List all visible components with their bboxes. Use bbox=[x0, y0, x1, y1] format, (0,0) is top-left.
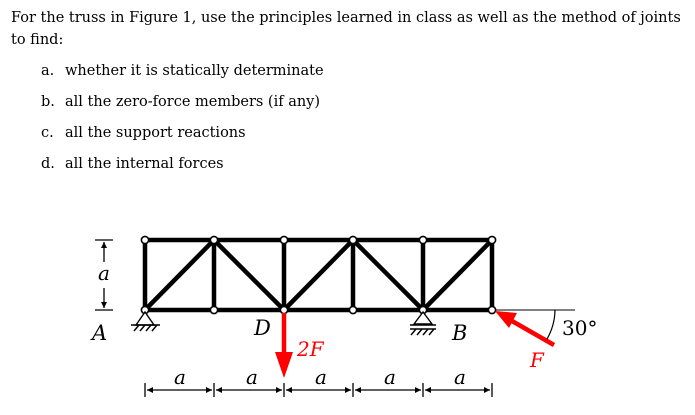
joint bbox=[349, 306, 356, 313]
truss-members bbox=[145, 240, 492, 310]
joint bbox=[141, 236, 148, 243]
support-B-label: B bbox=[452, 321, 468, 345]
diagonal-member bbox=[284, 240, 353, 310]
joint bbox=[280, 306, 287, 313]
item-text: whether it is statically determinate bbox=[65, 63, 324, 79]
diagonal-member bbox=[214, 240, 284, 310]
diagonal-member bbox=[353, 240, 423, 310]
joint bbox=[280, 236, 287, 243]
item-marker: d. bbox=[41, 156, 55, 172]
item-text: all the internal forces bbox=[65, 156, 224, 172]
item-text: all the zero-force members (if any) bbox=[65, 94, 321, 110]
pin-support-A bbox=[131, 312, 160, 331]
spacing-label: a bbox=[384, 365, 396, 389]
joint bbox=[210, 306, 217, 313]
angle-label: 30° bbox=[562, 316, 598, 340]
joint bbox=[210, 236, 217, 243]
joint bbox=[419, 236, 426, 243]
spacing-label: a bbox=[315, 365, 327, 389]
joint bbox=[349, 236, 356, 243]
load-F-arrow bbox=[495, 311, 554, 345]
spacing-label: a bbox=[246, 365, 258, 389]
joint-D-label: D bbox=[254, 316, 271, 340]
item-marker: c. bbox=[41, 125, 54, 141]
joint bbox=[488, 306, 495, 313]
roller-support-B bbox=[410, 312, 436, 335]
angle-arc bbox=[547, 310, 555, 339]
load-2F-arrow bbox=[275, 313, 293, 378]
load-2F-label: 2F bbox=[297, 337, 324, 361]
spacing-label: a bbox=[174, 365, 186, 389]
problem-intro: For the truss in Figure 1, use the principles learned in class as well as the method of joints to find: bbox=[11, 10, 681, 48]
height-label: a bbox=[98, 261, 110, 285]
item-marker: b. bbox=[41, 94, 55, 110]
diagonal-member bbox=[423, 240, 492, 310]
item-marker: a. bbox=[41, 63, 55, 79]
diagonal-member bbox=[145, 240, 214, 310]
load-F-label: F bbox=[530, 348, 544, 372]
support-A-label: A bbox=[92, 321, 108, 345]
item-text: all the support reactions bbox=[65, 125, 246, 141]
spacing-label: a bbox=[454, 365, 466, 389]
joint bbox=[488, 236, 495, 243]
